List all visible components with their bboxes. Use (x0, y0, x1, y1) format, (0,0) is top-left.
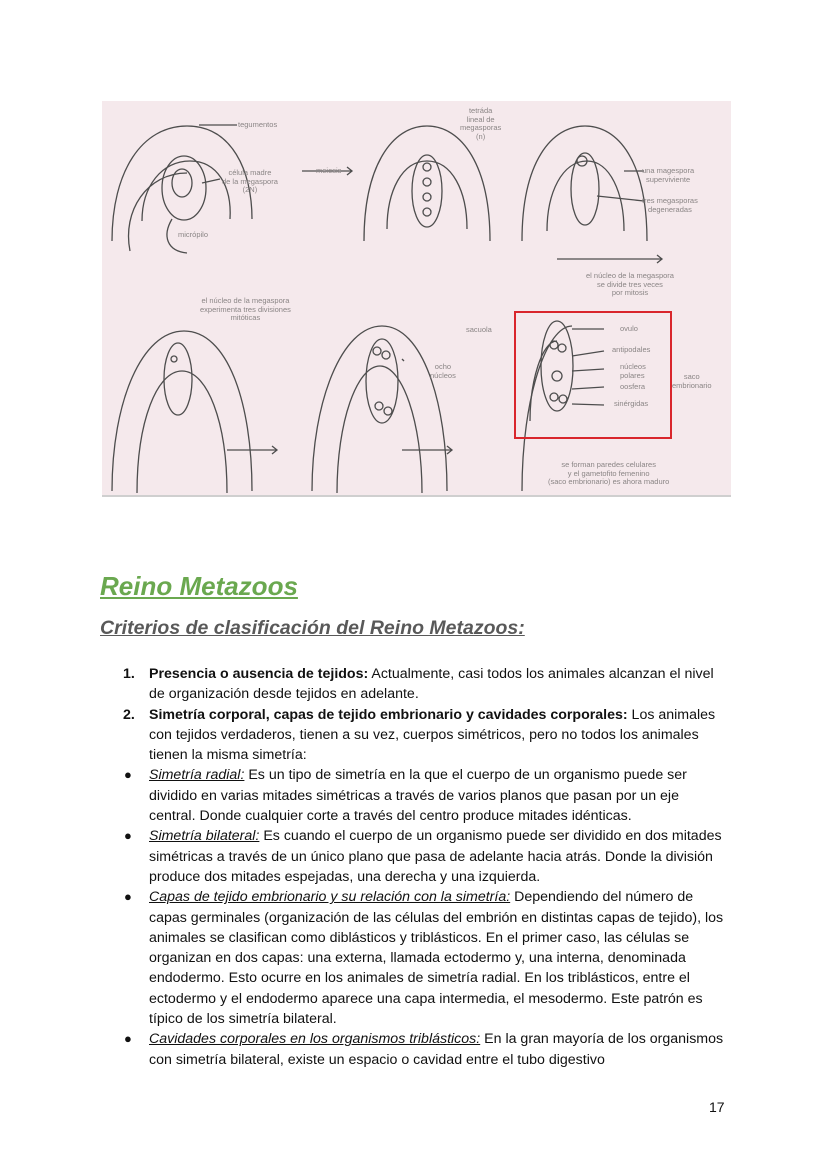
numbered-item-tejidos (123, 664, 727, 705)
page-heading: Reino Metazoos (100, 571, 298, 601)
figure-label: una magespora superviviente (642, 166, 695, 184)
figure-label: sacuola (466, 325, 492, 334)
figure-label: el núcleo de la megaspora se divide tres veces por mitosis (586, 271, 674, 297)
bullet-icon: ● (124, 767, 132, 783)
figure-label: antipodales (612, 345, 651, 354)
bullet-text: Es un tipo de simetría en la que el cuerpo de un organismo puede ser dividido en varias mitades simétricas a través de varios planos que pasan por un eje central. Donde cualquier corte a través del centro produce mitades idénticas. (149, 767, 687, 825)
bullet-cavidades (124, 1029, 727, 1070)
figure-label: célula madre de la megaspora (2N) (222, 168, 278, 194)
page-number: 17 (709, 1099, 725, 1115)
highlight-box (515, 312, 671, 438)
figure-label: meiosis (316, 166, 342, 175)
section-subheading: Criterios de clasificación del Reino Metazoos: (100, 617, 525, 639)
bullet-text: Dependiendo del número de capas germinales (organización de las células del embrión en distintas capas de tejido), los animales se clasifican como diblásticos y triblásticos. En el primer caso, las células se organizan en dos capas: una externa, llamada ectodermo y, una interna, denominada endodermo. Esto ocurre en los animales de simetría radial. En los triblásticos, entre el ectodermo y el endodermo aparece una capa intermedia, el mesodermo. Este patrón es típico de los simetría bilateral. (149, 889, 724, 1028)
figure-label: tetráda lineal de megasporas (n) (460, 106, 502, 141)
figure-label: el núcleo de la megaspora experimenta tres divisiones mitóticas (200, 296, 291, 322)
item-number: 1. (123, 666, 135, 682)
criteria-list (123, 664, 727, 1070)
item-title: Simetría corporal, capas de tejido embrionario y cavidades corporales: (149, 706, 628, 723)
numbered-item-simetria (123, 705, 727, 766)
figure-drawing (102, 101, 731, 495)
figure-label: tres megasporas degeneradas (642, 196, 698, 214)
bullet-icon: ● (124, 828, 132, 844)
figure-label: sinérgidas (614, 399, 649, 408)
item-text: Los animales con tejidos verdaderos, tienen a su vez, cuerpos simétricos, pero no todos los animales tienen la misma simetría: (149, 706, 716, 764)
item-text: Actualmente, casi todos los animales alcanzan el nivel de organización desde tejidos en adelante. (149, 666, 714, 703)
bullet-icon: ● (124, 1031, 132, 1047)
bullet-title: Simetría radial: (149, 767, 245, 784)
bullet-title: Simetría bilateral: (149, 828, 260, 845)
figure-label: micrópilo (178, 230, 209, 239)
figure-label: oosfera (620, 382, 646, 391)
bullet-title: Cavidades corporales en los organismos triblásticos: (149, 1031, 481, 1048)
figure-label: tegumentos (238, 120, 278, 129)
bullet-capas-tejido (124, 887, 727, 1029)
item-title: Presencia o ausencia de tejidos: (149, 666, 369, 682)
figure-label: ovulo (620, 324, 638, 333)
bullet-title: Capas de tejido embrionario y su relación con la simetría: (149, 889, 511, 906)
figure-label: núcleos polares (620, 362, 646, 380)
figure-label: saco embrionario (672, 372, 712, 390)
bullet-icon: ● (124, 889, 132, 905)
item-number: 2. (123, 706, 135, 723)
megaspore-development-figure (102, 101, 731, 497)
bullet-text: En la gran mayoría de los organismos con simetría bilateral, existe un espacio o cavidad entre el tubo digestivo (149, 1031, 724, 1068)
bullet-simetria-bilateral (124, 826, 727, 887)
bullet-text: Es cuando el cuerpo de un organismo puede ser dividido en dos mitades simétricas a través de un único plano que pasa de adelante hacia atrás. Donde la división produce dos mitades espejadas, una derecha y una izquierda. (149, 828, 722, 885)
figure-label: ocho núcleos (430, 362, 456, 380)
figure-label: se forman paredes celulares y el gametofito femenino (saco embrionario) es ahora maduro (548, 460, 670, 486)
bullet-simetria-radial (124, 765, 727, 826)
